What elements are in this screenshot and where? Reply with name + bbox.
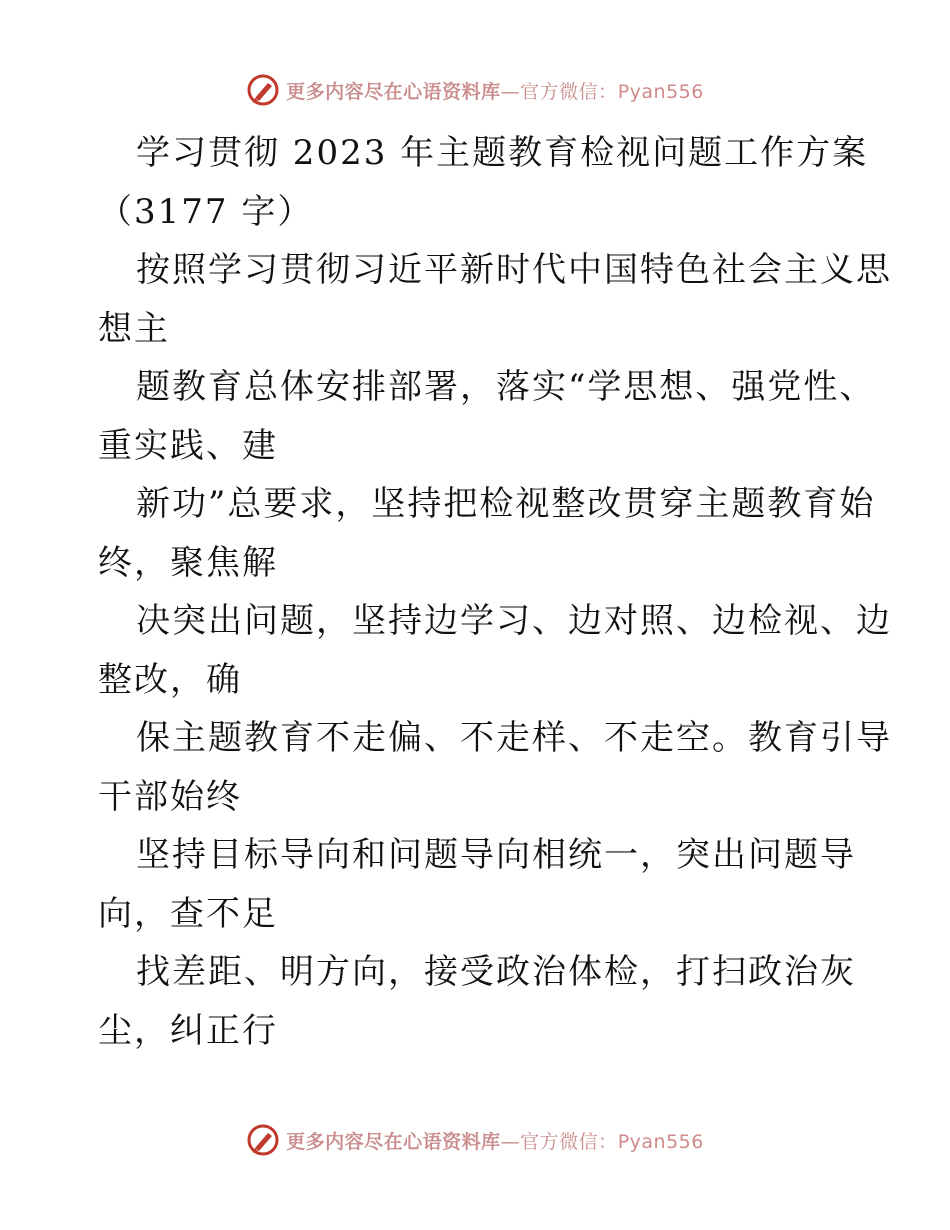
paragraph-line: 干部始终	[98, 776, 242, 817]
footer-watermark	[0, 1120, 950, 1160]
header-watermark	[0, 70, 950, 110]
paragraph-line: 按照学习贯彻习近平新时代中国特色社会主义思	[136, 250, 892, 290]
watermark-brand: 更多内容尽在心语资料库	[286, 80, 501, 103]
paragraph-line: 坚持目标导向和问题导向相统一，突出问题导	[136, 835, 856, 875]
paragraph-line: 重实践、建	[98, 425, 278, 466]
pen-logo-icon	[246, 1123, 280, 1157]
paragraph-line: 终，聚焦解	[98, 542, 278, 583]
pen-logo-icon	[246, 73, 280, 107]
paragraph-line: 尘，纠正行	[98, 1010, 278, 1051]
paragraph-line: 向，查不足	[98, 893, 278, 934]
watermark-wechat-id: Pyan556	[617, 80, 704, 103]
document-title-wordcount: （3177 字）	[98, 191, 314, 232]
watermark-wechat-id: Pyan556	[617, 1130, 704, 1153]
watermark-brand: 更多内容尽在心语资料库	[286, 1130, 501, 1153]
document-body	[98, 124, 892, 1060]
paragraph-line: 决突出问题，坚持边学习、边对照、边检视、边	[136, 601, 892, 641]
watermark-text	[286, 1127, 704, 1154]
paragraph-line: 保主题教育不走偏、不走样、不走空。教育引导	[136, 718, 892, 758]
document-title: 学习贯彻 2023 年主题教育检视问题工作方案	[136, 133, 869, 173]
watermark-separator: —官方微信：	[500, 1130, 618, 1153]
paragraph-line: 想主	[98, 308, 170, 349]
paragraph-line: 整改，确	[98, 659, 242, 700]
paragraph-line: 找差距、明方向，接受政治体检，打扫政治灰	[136, 952, 856, 992]
paragraph-line: 题教育总体安排部署，落实“学思想、强党性、	[136, 367, 876, 407]
watermark-text	[286, 77, 704, 104]
watermark-separator: —官方微信：	[500, 80, 618, 103]
paragraph-line: 新功”总要求，坚持把检视整改贯穿主题教育始	[136, 484, 876, 524]
